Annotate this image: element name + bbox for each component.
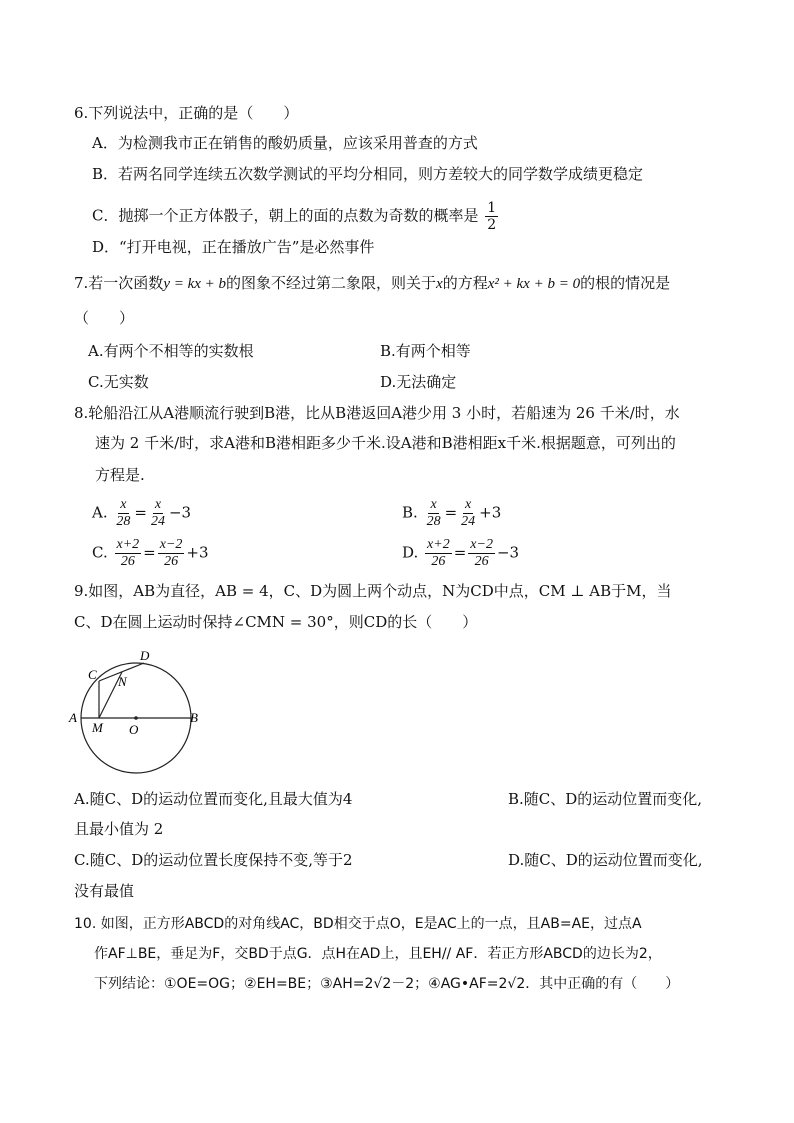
- q6-option-a: A．为检测我市正在销售的酸奶质量，应该采用普查的方式: [92, 134, 478, 152]
- fraction-left: [425, 537, 452, 570]
- q9-option-c: C.随C、D的运动位置长度保持不变,等于2: [74, 851, 353, 869]
- fraction-numerator: x: [430, 497, 437, 512]
- label-d: D: [140, 648, 150, 663]
- q9-line1: 9.如图，AB为直径，AB = 4，C、D为圆上两个动点，N为CD中点，CM ⊥ AB于M，当: [74, 582, 672, 600]
- fraction-left: [114, 497, 132, 530]
- fraction-numerator: x: [120, 497, 127, 512]
- fraction-denominator: 28: [426, 514, 441, 529]
- q9-line2: C、D在圆上运动时保持∠CMN = 30°，则CD的长（ ）: [74, 613, 478, 631]
- fraction-denominator: 24: [461, 514, 476, 529]
- fraction-denominator: 2: [487, 217, 497, 233]
- equation-tail: −3: [496, 543, 520, 562]
- q7-stem-c: 的方程: [442, 274, 488, 292]
- fraction-numerator: x: [465, 497, 472, 512]
- label-o: O: [129, 722, 139, 737]
- q6-option-c-fraction: [485, 200, 498, 233]
- equals-sign: =: [444, 503, 458, 522]
- fraction-numerator: x−2: [159, 537, 183, 552]
- q7-option-b: B.有两个相等: [380, 342, 471, 360]
- fraction-numerator: x: [154, 497, 162, 512]
- q7-option-c: C.无实数: [88, 373, 149, 391]
- fraction-left: [425, 497, 443, 530]
- label-c: C: [88, 667, 97, 682]
- q9-option-d: D.随C、D的运动位置而变化,: [508, 851, 703, 869]
- q7-function: y = kx + b: [163, 276, 227, 292]
- q7-option-d: D.无法确定: [380, 373, 457, 391]
- fraction-numerator: x+2: [427, 537, 450, 552]
- q6-option-d: D．“打开电视，正在播放广告”是必然事件: [92, 238, 375, 256]
- fraction-denominator: 26: [164, 554, 179, 569]
- fraction-right: [459, 497, 477, 530]
- q7-option-a: A.有两个不相等的实数根: [88, 342, 254, 360]
- q8-option-c: [92, 537, 209, 570]
- label-n: N: [118, 674, 127, 689]
- q10-line1: 10. 如图，正方形ABCD的对角线AC，BD相交于点O，E是AC上的一点，且AB=AE，过点A: [74, 916, 642, 932]
- fraction-right: [149, 497, 167, 530]
- option-label: C.: [92, 543, 108, 562]
- q7-equation: x² + kx + b = 0: [487, 276, 581, 292]
- fraction-denominator: 28: [116, 514, 131, 529]
- q6-option-c: [92, 200, 500, 233]
- fraction-numerator: x+2: [116, 537, 140, 552]
- q7-stem-a: 7.若一次函数: [74, 274, 164, 292]
- q10-line2: 作AF⊥BE，垂足为F，交BD于点G．点H在AD上，且EH// AF．若正方形ABCD的边长为2，: [94, 946, 662, 962]
- q7-paren: （ ）: [74, 309, 135, 327]
- option-label: D.: [402, 543, 419, 562]
- q7-stem: [74, 273, 670, 294]
- label-a: A: [69, 710, 77, 725]
- fraction-numerator: x−2: [470, 537, 493, 552]
- q7-var: x: [436, 276, 443, 292]
- q8-option-d: [402, 537, 519, 570]
- label-m: M: [92, 720, 103, 735]
- label-b: B: [190, 710, 198, 725]
- fraction-right: [468, 537, 495, 570]
- q7-stem-d: 的根的情况是: [580, 274, 671, 292]
- option-label: A.: [92, 503, 108, 522]
- fraction-denominator: 26: [120, 554, 135, 569]
- q7-stem-b: 的图象不经过第二象限，则关于: [226, 274, 437, 292]
- equation-tail: −3: [168, 503, 192, 522]
- q9-option-a: A.随C、D的运动位置而变化,且最大值为4: [74, 790, 353, 808]
- equals-sign: =: [134, 503, 147, 522]
- q6-option-b: B．若两名同学连续五次数学测试的平均分相同，则方差较大的同学数学成绩更稳定: [92, 165, 644, 183]
- q8-option-b: [402, 497, 501, 530]
- q8-line1: 8.轮船沿江从A港顺流行驶到B港，比从B港返回A港少用 3 小时，若船速为 26 千米/时，水: [74, 404, 680, 422]
- fraction-denominator: 26: [474, 554, 489, 569]
- fraction-right: [158, 537, 185, 570]
- fraction-numerator: 1: [487, 200, 497, 216]
- equals-sign: =: [453, 543, 467, 562]
- fraction-left: [115, 537, 142, 570]
- option-label: B.: [402, 503, 418, 522]
- equation-tail: +3: [186, 543, 209, 562]
- q9-option-b: B.随C、D的运动位置而变化,: [508, 790, 703, 808]
- q9-circle-figure: [66, 648, 216, 776]
- center-point: [134, 716, 138, 720]
- fraction-denominator: 24: [150, 514, 165, 529]
- q6-stem: 6.下列说法中，正确的是（ ）: [74, 104, 299, 122]
- circle-diagram: [66, 648, 216, 776]
- q10-line3: 下列结论：①OE=OG；②EH=BE；③AH=2√2－2；④AG•AF=2√2．其中正确的有（ ）: [94, 976, 680, 992]
- q9-option-d-cont: 没有最值: [74, 882, 135, 900]
- q8-option-a: [92, 497, 191, 530]
- equals-sign: =: [143, 543, 156, 562]
- q6-option-c-text: C．抛掷一个正方体骰子，朝上的面的点数为奇数的概率是: [92, 206, 479, 225]
- q8-line2: 速为 2 千米/时，求A港和B港相距多少千米.设A港和B港相距x千米.根据题意，可列出的: [95, 434, 676, 452]
- q9-option-b-cont: 且最小值为 2: [74, 820, 164, 838]
- q8-line3: 方程是.: [95, 466, 145, 484]
- equation-tail: +3: [479, 503, 502, 522]
- fraction-denominator: 26: [431, 554, 446, 569]
